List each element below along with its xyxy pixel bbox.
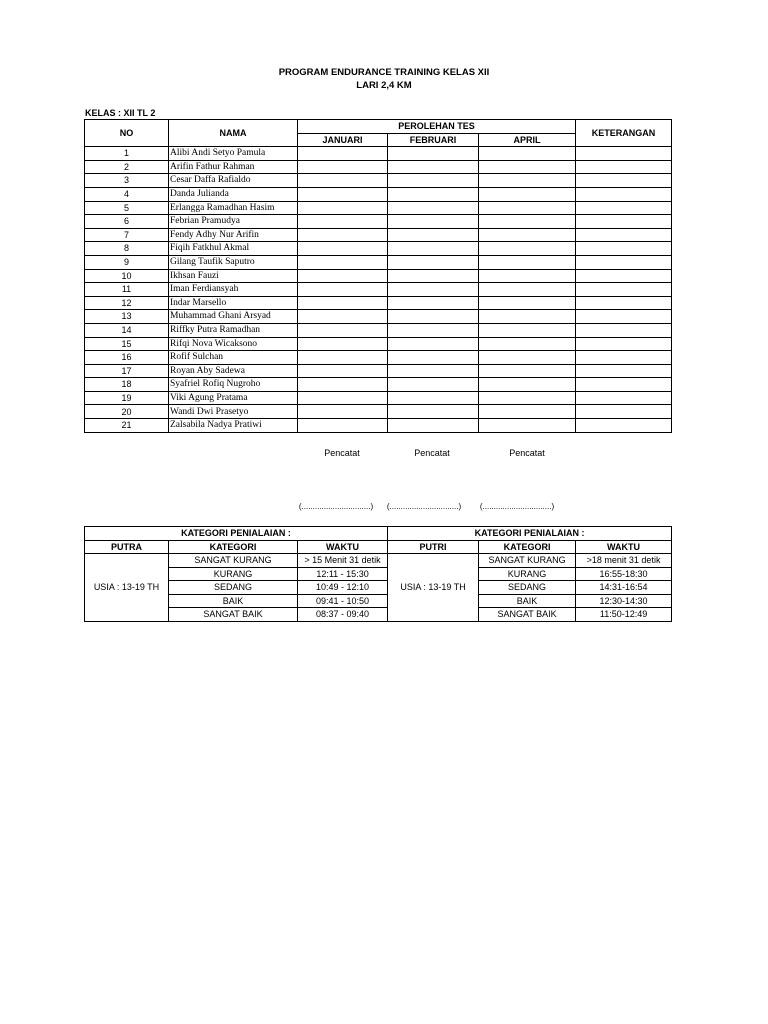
row-februari [388, 419, 479, 433]
table-row [85, 228, 672, 242]
signature-line-1: (...............................) [298, 502, 374, 511]
row-april [479, 419, 576, 433]
row-januari [298, 405, 388, 419]
row-keterangan [576, 201, 672, 215]
row-no: 4 [85, 187, 169, 201]
row-januari [298, 174, 388, 188]
row-keterangan [576, 323, 672, 337]
row-februari [388, 269, 479, 283]
kategori-row [85, 581, 672, 595]
putra-waktu: 08:37 - 09:40 [298, 608, 388, 622]
putri-kategori: SANGAT BAIK [479, 608, 576, 622]
putra-waktu: 10:49 - 12:10 [298, 581, 388, 595]
row-nama: Rofif Sulchan [169, 351, 298, 365]
row-keterangan [576, 160, 672, 174]
row-februari [388, 187, 479, 201]
row-februari [388, 405, 479, 419]
putra-kategori: KURANG [169, 567, 298, 581]
row-no: 3 [85, 174, 169, 188]
row-nama: Zalsabila Nadya Pratiwi [169, 419, 298, 433]
row-januari [298, 337, 388, 351]
row-no: 11 [85, 283, 169, 297]
table-row [85, 310, 672, 324]
row-april [479, 310, 576, 324]
putra-kategori: SANGAT KURANG [169, 554, 298, 568]
row-no: 14 [85, 323, 169, 337]
row-nama: Fendy Adhy Nur Arifin [169, 228, 298, 242]
kategori-row [85, 567, 672, 581]
row-april [479, 378, 576, 392]
row-januari [298, 310, 388, 324]
putra-waktu-header: WAKTU [298, 540, 388, 554]
table-row [85, 201, 672, 215]
table-row [85, 255, 672, 269]
signature-line-3: (...............................) [479, 502, 555, 511]
header-februari: FEBRUARI [388, 133, 479, 147]
row-januari [298, 255, 388, 269]
row-no: 1 [85, 147, 169, 161]
row-keterangan [576, 147, 672, 161]
row-april [479, 269, 576, 283]
table-row [85, 419, 672, 433]
row-nama: Danda Julianda [169, 187, 298, 201]
row-no: 12 [85, 296, 169, 310]
row-nama: Fiqih Fatkhul Akmal [169, 242, 298, 256]
row-no: 21 [85, 419, 169, 433]
row-nama: Wandi Dwi Prasetyo [169, 405, 298, 419]
table-row [85, 337, 672, 351]
row-april [479, 147, 576, 161]
row-no: 8 [85, 242, 169, 256]
row-januari [298, 419, 388, 433]
row-no: 7 [85, 228, 169, 242]
table-row [85, 391, 672, 405]
header-nama: NAMA [169, 120, 298, 147]
row-keterangan [576, 405, 672, 419]
row-keterangan [576, 174, 672, 188]
row-februari [388, 283, 479, 297]
row-januari [298, 283, 388, 297]
row-februari [388, 215, 479, 229]
row-keterangan [576, 215, 672, 229]
row-no: 13 [85, 310, 169, 324]
table-row [85, 160, 672, 174]
putra-waktu: 09:41 - 10:50 [298, 594, 388, 608]
row-no: 20 [85, 405, 169, 419]
putri-waktu: 14:31-16:54 [576, 581, 672, 595]
putri-kategori: SANGAT KURANG [479, 554, 576, 568]
row-nama: Indar Marsello [169, 296, 298, 310]
row-januari [298, 323, 388, 337]
row-keterangan [576, 419, 672, 433]
table-row [85, 378, 672, 392]
table-row [85, 174, 672, 188]
putra-waktu: > 15 Menit 31 detik [298, 554, 388, 568]
putri-waktu: >18 menit 31 detik [576, 554, 672, 568]
row-nama: Febrian Pramudya [169, 215, 298, 229]
row-april [479, 228, 576, 242]
putri-waktu: 16:55-18:30 [576, 567, 672, 581]
header-no: NO [85, 120, 169, 147]
table-row [85, 269, 672, 283]
row-januari [298, 391, 388, 405]
row-keterangan [576, 351, 672, 365]
table-row [85, 323, 672, 337]
row-februari [388, 351, 479, 365]
row-no: 16 [85, 351, 169, 365]
row-keterangan [576, 337, 672, 351]
putra-label: PUTRA [85, 540, 169, 554]
putri-waktu: 11:50-12:49 [576, 608, 672, 622]
row-januari [298, 228, 388, 242]
kategori-title-putri: KATEGORI PENIALAIAN : [388, 527, 672, 541]
table-row [85, 296, 672, 310]
putri-kategori-header: KATEGORI [479, 540, 576, 554]
table-row [85, 147, 672, 161]
row-nama: Gilang Taufik Saputro [169, 255, 298, 269]
category-table [84, 526, 672, 622]
row-februari [388, 228, 479, 242]
row-nama: Riffky Putra Ramadhan [169, 323, 298, 337]
table-row [85, 215, 672, 229]
putri-kategori: SEDANG [479, 581, 576, 595]
row-keterangan [576, 187, 672, 201]
row-februari [388, 323, 479, 337]
row-no: 5 [85, 201, 169, 215]
row-april [479, 296, 576, 310]
putra-waktu: 12:11 - 15:30 [298, 567, 388, 581]
row-februari [388, 242, 479, 256]
usia-putri: USIA : 13-19 TH [388, 554, 479, 622]
putri-kategori: KURANG [479, 567, 576, 581]
table-row [85, 242, 672, 256]
row-april [479, 351, 576, 365]
table-row [85, 364, 672, 378]
kategori-title-putra: KATEGORI PENIALAIAN : [85, 527, 388, 541]
row-nama: Syafriel Rofiq Nugroho [169, 378, 298, 392]
row-no: 2 [85, 160, 169, 174]
row-nama: Rifqi Nova Wicaksono [169, 337, 298, 351]
table-row [85, 405, 672, 419]
row-keterangan [576, 310, 672, 324]
row-no: 10 [85, 269, 169, 283]
row-nama: Alibi Andi Setyo Pamula [169, 147, 298, 161]
row-januari [298, 269, 388, 283]
row-nama: Royan Aby Sadewa [169, 364, 298, 378]
row-februari [388, 364, 479, 378]
pencatat-label-2: Pencatat [414, 448, 450, 458]
row-keterangan [576, 391, 672, 405]
row-februari [388, 337, 479, 351]
row-nama: Erlangga Ramadhan Hasim [169, 201, 298, 215]
row-no: 17 [85, 364, 169, 378]
row-keterangan [576, 269, 672, 283]
row-keterangan [576, 242, 672, 256]
row-januari [298, 187, 388, 201]
row-januari [298, 147, 388, 161]
putri-label: PUTRI [388, 540, 479, 554]
header-keterangan: KETERANGAN [576, 120, 672, 147]
header-januari: JANUARI [298, 133, 388, 147]
header-april: APRIL [479, 133, 576, 147]
putra-kategori: SANGAT BAIK [169, 608, 298, 622]
table-row [85, 187, 672, 201]
row-keterangan [576, 296, 672, 310]
row-april [479, 187, 576, 201]
row-april [479, 215, 576, 229]
row-nama: Ikhsan Fauzi [169, 269, 298, 283]
pencatat-label-3: Pencatat [509, 448, 545, 458]
row-april [479, 174, 576, 188]
row-januari [298, 296, 388, 310]
kategori-row [85, 554, 672, 568]
kategori-row [85, 608, 672, 622]
row-keterangan [576, 255, 672, 269]
signature-line-2: (...............................) [386, 502, 462, 511]
putri-waktu-header: WAKTU [576, 540, 672, 554]
row-keterangan [576, 283, 672, 297]
row-nama: Arifin Fathur Rahman [169, 160, 298, 174]
putri-kategori: BAIK [479, 594, 576, 608]
row-nama: Viki Agung Pratama [169, 391, 298, 405]
row-nama: Muhammad Ghani Arsyad [169, 310, 298, 324]
row-no: 6 [85, 215, 169, 229]
row-januari [298, 351, 388, 365]
putra-kategori: SEDANG [169, 581, 298, 595]
document-title: PROGRAM ENDURANCE TRAINING KELAS XII [278, 67, 490, 78]
pencatat-label-1: Pencatat [324, 448, 360, 458]
row-april [479, 242, 576, 256]
row-februari [388, 378, 479, 392]
table-row [85, 351, 672, 365]
row-keterangan [576, 228, 672, 242]
row-februari [388, 160, 479, 174]
row-januari [298, 160, 388, 174]
document-subtitle: LARI 2,4 KM [356, 80, 412, 91]
row-februari [388, 310, 479, 324]
row-april [479, 201, 576, 215]
row-januari [298, 201, 388, 215]
kategori-row [85, 594, 672, 608]
row-januari [298, 378, 388, 392]
row-februari [388, 296, 479, 310]
row-januari [298, 364, 388, 378]
row-februari [388, 174, 479, 188]
usia-putra: USIA : 13-19 TH [85, 554, 169, 622]
putra-kategori: BAIK [169, 594, 298, 608]
row-keterangan [576, 378, 672, 392]
class-label: KELAS : XII TL 2 [85, 108, 156, 118]
row-februari [388, 147, 479, 161]
row-april [479, 283, 576, 297]
table-row [85, 283, 672, 297]
row-no: 19 [85, 391, 169, 405]
row-februari [388, 255, 479, 269]
putra-kategori-header: KATEGORI [169, 540, 298, 554]
row-nama: Iman Ferdiansyah [169, 283, 298, 297]
putri-waktu: 12:30-14:30 [576, 594, 672, 608]
row-april [479, 160, 576, 174]
row-april [479, 364, 576, 378]
results-table [84, 119, 672, 433]
row-keterangan [576, 364, 672, 378]
row-april [479, 405, 576, 419]
row-april [479, 391, 576, 405]
row-no: 15 [85, 337, 169, 351]
header-perolehan-tes: PEROLEHAN TES [298, 120, 576, 134]
row-no: 18 [85, 378, 169, 392]
row-april [479, 337, 576, 351]
row-januari [298, 215, 388, 229]
row-februari [388, 201, 479, 215]
row-januari [298, 242, 388, 256]
row-februari [388, 391, 479, 405]
row-nama: Cesar Daffa Rafialdo [169, 174, 298, 188]
row-april [479, 255, 576, 269]
row-april [479, 323, 576, 337]
row-no: 9 [85, 255, 169, 269]
